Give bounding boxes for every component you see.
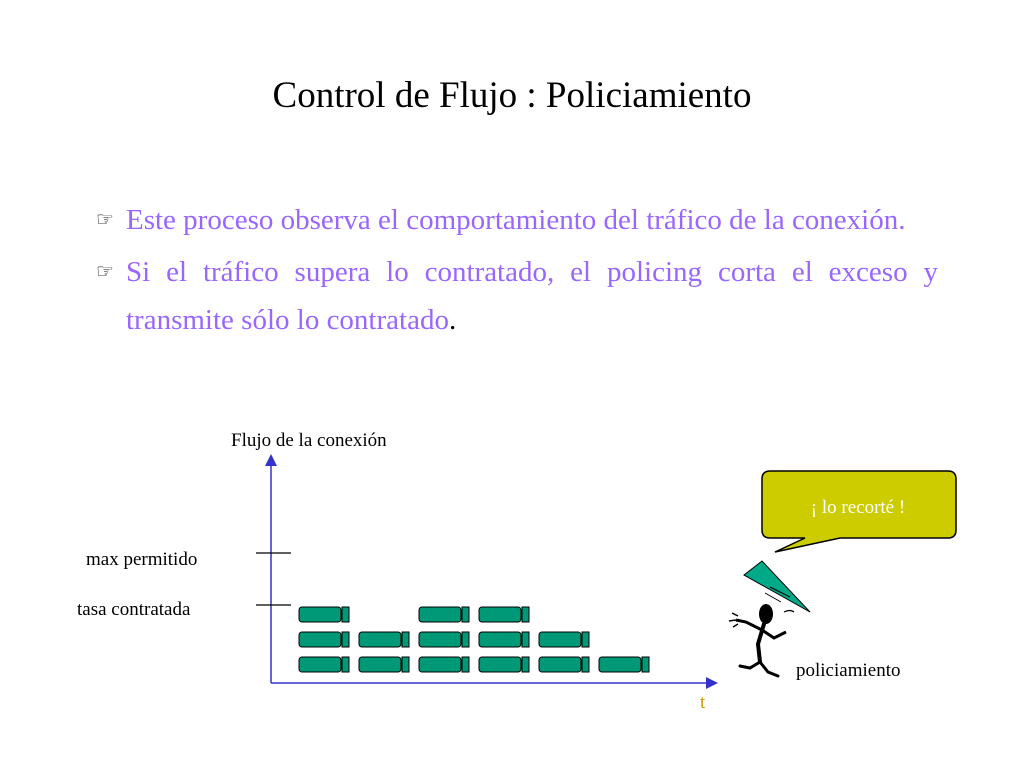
policiamiento-label: policiamiento: [796, 660, 901, 681]
packet: [359, 632, 409, 647]
y-axis-label: Flujo de la conexión: [231, 430, 387, 451]
packet: [419, 657, 469, 672]
packet: [479, 657, 529, 672]
max-permitido-label: max permitido: [86, 549, 198, 570]
bubble-text: ¡ lo recorté !: [810, 497, 906, 518]
packet: [479, 632, 529, 647]
packet: [539, 657, 589, 672]
packet-grid: [299, 607, 649, 672]
police-hat-icon: [744, 561, 810, 612]
pointing-hand-icon: ☞: [96, 261, 114, 283]
pointing-hand-icon: ☞: [96, 209, 114, 231]
x-axis-label: t: [700, 692, 706, 713]
slide-title: Control de Flujo : Policiamiento: [272, 75, 752, 116]
bullet-trailing-period: .: [448, 304, 457, 336]
packet: [539, 632, 589, 647]
packet: [479, 607, 529, 622]
packet: [419, 607, 469, 622]
tasa-contratada-label: tasa contratada: [77, 599, 191, 620]
packet: [299, 657, 349, 672]
packet: [359, 657, 409, 672]
packet: [299, 607, 349, 622]
packet: [299, 632, 349, 647]
bullet-text-1: Este proceso observa el comportamiento del tráfico de la conexión.: [126, 204, 906, 236]
packet: [599, 657, 649, 672]
bullet-text-2: Si el tráfico supera lo contratado, el policing corta el exceso y transmite sólo lo contratado: [126, 256, 938, 336]
police-figure-icon: [729, 561, 810, 676]
packet: [419, 632, 469, 647]
